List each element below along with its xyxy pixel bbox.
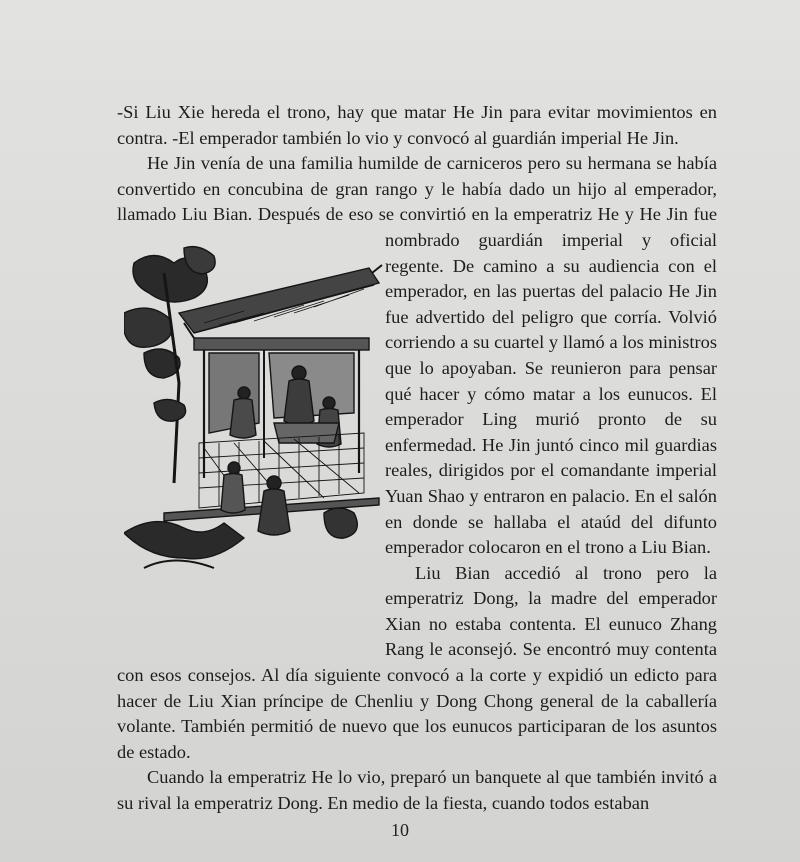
paragraph-3: Liu Bian accedió al trono pero la emperatriz Dong, la madre del emperador Xian no estaba contenta. El eunuco Zhang Rang le aconsejó. Se encontró muy contenta con esos consejos. Al día siguiente convocó a la corte y expidió un edicto para hacer de Liu Xian príncipe de Chenliu y Dong Chong general de la caballería volante. También permitió de nuevo que los eunucos participaran de los asuntos de estado. xyxy=(117,562,717,762)
paragraph-2-text: He Jin venía de una familia humilde de carniceros pero su hermana se había convertido en concubina de gran rango y le había dado un hijo al emperador, llamado Liu Bian. Después de eso se convirtió en la emperatriz He y He Jin fue nombrado guardián imperial y oficial regente. De camino a su audiencia con el emperador, en las puertas del palacio He Jin fue advertido del peligro que corría. Volvió corriendo a su cuartel y llamó a los ministros que lo apoyaban. Se reunieron para pensar qué hacer y cómo matar a los eunucos. El emperador Ling murió pronto de su enfermedad. He Jin juntó cinco mil guardias reales, dirigidos por el comandante imperial Yuan Shao y entraron en palacio. En el salón en donde se hallaba el ataúd del difunto emperador colocaron en el trono a Liu Bian. xyxy=(117,153,717,558)
paragraph-1: -Si Liu Xie hereda el trono, hay que matar He Jin para evitar movimientos en contra. -El emperador también lo vio y convocó al guardián imperial He Jin. xyxy=(117,102,717,148)
paragraph-4: Cuando la emperatriz He lo vio, preparó un banquete al que también invitó a su rival la emperatriz Dong. En medio de la fiesta, cuando todos estaban xyxy=(117,767,717,814)
page-number: 10 xyxy=(391,820,409,840)
woodcut-illustration xyxy=(124,243,384,578)
